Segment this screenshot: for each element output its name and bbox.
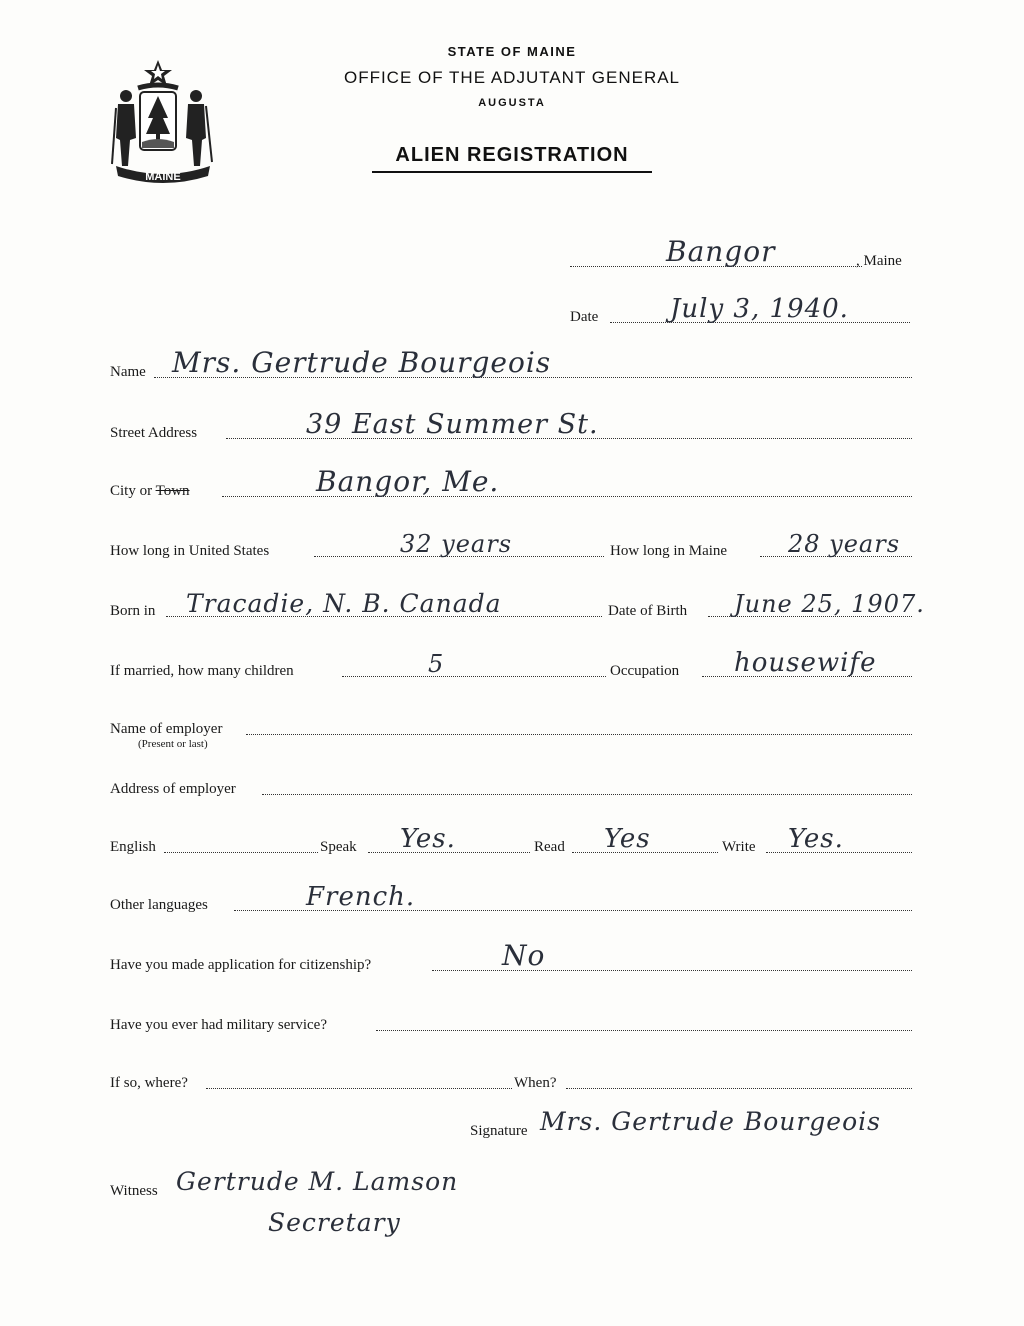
employer-sublabel: (Present or last) [138, 738, 208, 750]
military-label: Have you ever had military service? [110, 1017, 327, 1033]
employer-row [110, 704, 912, 738]
children-row [110, 646, 912, 680]
us-label: How long in United States [110, 543, 270, 559]
read-value[interactable]: Yes [604, 824, 651, 854]
other-languages-value[interactable]: French. [306, 882, 416, 912]
military-row [110, 1000, 912, 1034]
seal-text: MAINE [145, 171, 181, 183]
maine-label: How long in Maine [610, 543, 728, 559]
occupation-value[interactable]: housewife [734, 648, 877, 678]
when-label: When? [514, 1075, 557, 1091]
speak-label: Speak [320, 839, 357, 855]
city-label: City or Town [110, 483, 190, 499]
birth-row [110, 586, 925, 620]
born-label: Born in [110, 603, 156, 619]
date-value[interactable]: July 3, 1940. [670, 294, 849, 324]
city-row [110, 466, 912, 500]
city-value[interactable]: Bangor, Me. [316, 465, 500, 498]
signature-value[interactable]: Mrs. Gertrude Bourgeois [540, 1107, 881, 1136]
children-label: If married, how many children [110, 663, 294, 679]
residence-row [110, 526, 912, 560]
where-label: If so, where? [110, 1075, 188, 1091]
employer-label: Name of employer [110, 721, 223, 737]
english-label: English [110, 839, 156, 855]
citizenship-label: Have you made application for citizenship? [110, 957, 372, 973]
city-heading: AUGUSTA [478, 97, 546, 109]
dob-label: Date of Birth [608, 603, 688, 619]
place-suffix: , Maine [856, 253, 902, 269]
signature-label: Signature [470, 1123, 528, 1139]
state-heading: STATE OF MAINE [447, 44, 577, 59]
name-label: Name [110, 364, 146, 380]
occupation-label: Occupation [610, 663, 680, 679]
employer-dots [246, 734, 912, 735]
us-value[interactable]: 32 years [400, 530, 513, 558]
place-row [110, 236, 912, 270]
street-label: Street Address [110, 425, 198, 441]
children-value[interactable]: 5 [428, 650, 445, 678]
form-title: ALIEN REGISTRATION [372, 144, 652, 173]
maine-value[interactable]: 28 years [788, 530, 901, 558]
name-value[interactable]: Mrs. Gertrude Bourgeois [172, 346, 552, 379]
place-value[interactable]: Bangor [666, 235, 776, 268]
street-row [110, 408, 912, 442]
english-row [110, 822, 912, 856]
read-label: Read [534, 839, 565, 855]
date-row [110, 292, 912, 326]
office-heading: OFFICE OF THE ADJUTANT GENERAL [343, 68, 681, 87]
name-row [110, 347, 912, 381]
children-dots [342, 676, 606, 677]
where-dots [206, 1088, 512, 1089]
signature-row [110, 1106, 912, 1140]
languages-row [110, 880, 912, 914]
english-dots [164, 852, 318, 853]
witness-row [110, 1166, 912, 1200]
street-value[interactable]: 39 East Summer St. [306, 409, 599, 440]
write-value[interactable]: Yes. [788, 824, 844, 854]
employer-address-row [110, 764, 912, 798]
write-label: Write [722, 839, 756, 855]
when-dots [566, 1088, 912, 1089]
date-label: Date [570, 309, 599, 325]
witness-value[interactable]: Gertrude M. Lamson [176, 1167, 459, 1196]
military-dots [376, 1030, 912, 1031]
witness-label: Witness [110, 1183, 158, 1199]
speak-value[interactable]: Yes. [400, 824, 456, 854]
employer-address-label: Address of employer [110, 781, 236, 797]
where-when-row [110, 1058, 912, 1092]
employer-address-dots [262, 794, 912, 795]
other-languages-label: Other languages [110, 897, 208, 913]
witness-title: Secretary [268, 1208, 401, 1237]
dob-value[interactable]: June 25, 1907. [734, 590, 925, 618]
citizenship-value[interactable]: No [502, 939, 546, 972]
born-value[interactable]: Tracadie, N. B. Canada [186, 589, 502, 618]
citizenship-row [110, 940, 912, 974]
